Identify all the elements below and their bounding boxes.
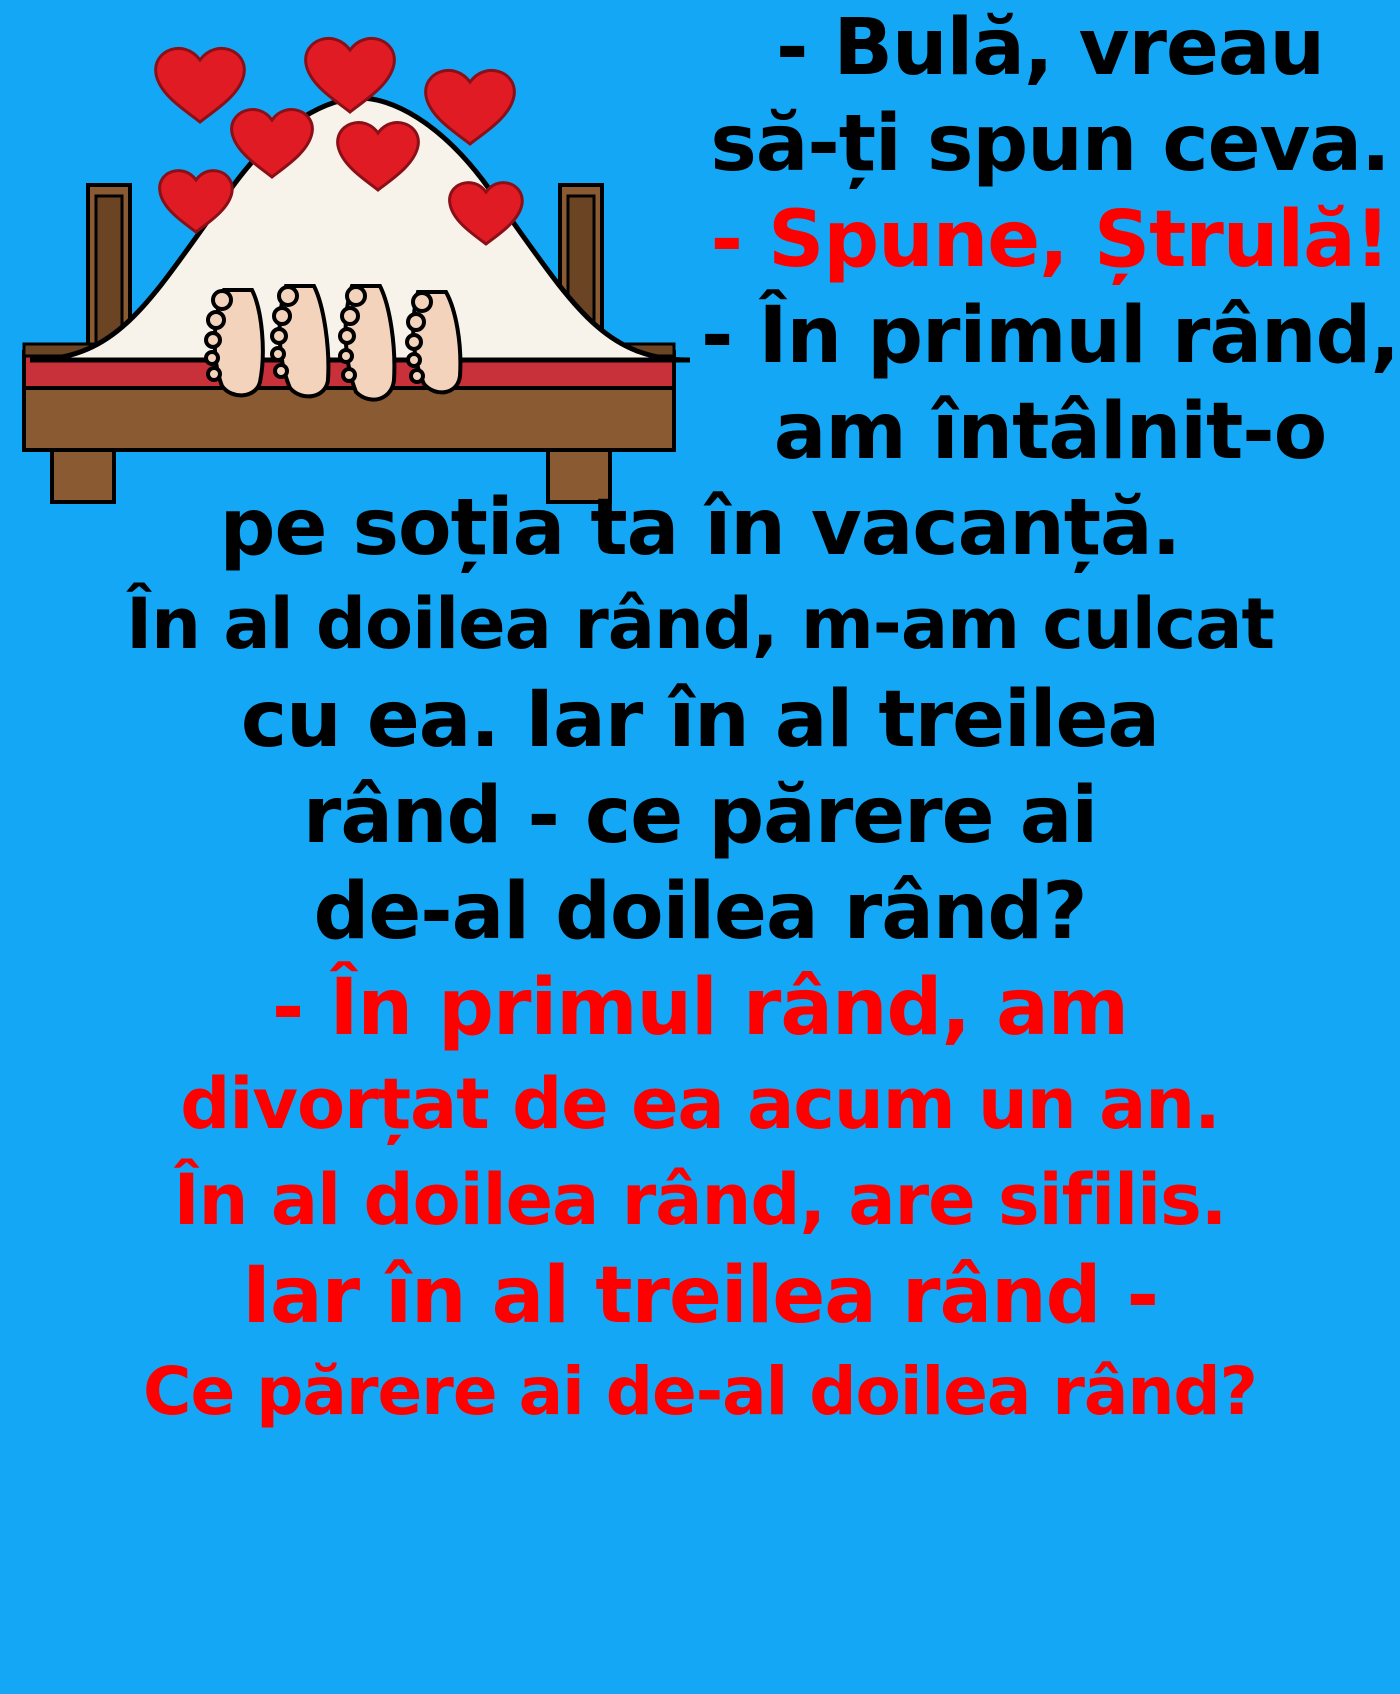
joke-line: - În primul rând, [700,291,1400,381]
joke-line: - În primul rând, am [271,963,1129,1053]
joke-line: pe soția ta în vacanță. [219,483,1181,573]
joke-line: Ce părere ai de-al doilea rând? [143,1353,1257,1430]
joke-line: divorțat de ea acum un an. [180,1063,1220,1145]
joke-line: În al doilea rând, m-am culcat [126,583,1274,665]
joke-line: cu ea. Iar în al treilea [240,675,1160,765]
joke-line: de-al doilea rând? [313,867,1087,957]
joke-line: În al doilea rând, are sifilis. [173,1159,1227,1241]
joke-line: - Spune, Ștrulă! [710,195,1390,285]
joke-line: să-ți spun ceva. [710,99,1390,189]
joke-line: rând - ce părere ai [302,771,1098,861]
joke-line: Iar în al treilea rând - [241,1251,1159,1341]
joke-line: am întâlnit-o [773,387,1327,477]
joke-line: - Bulă, vreau [775,3,1325,93]
